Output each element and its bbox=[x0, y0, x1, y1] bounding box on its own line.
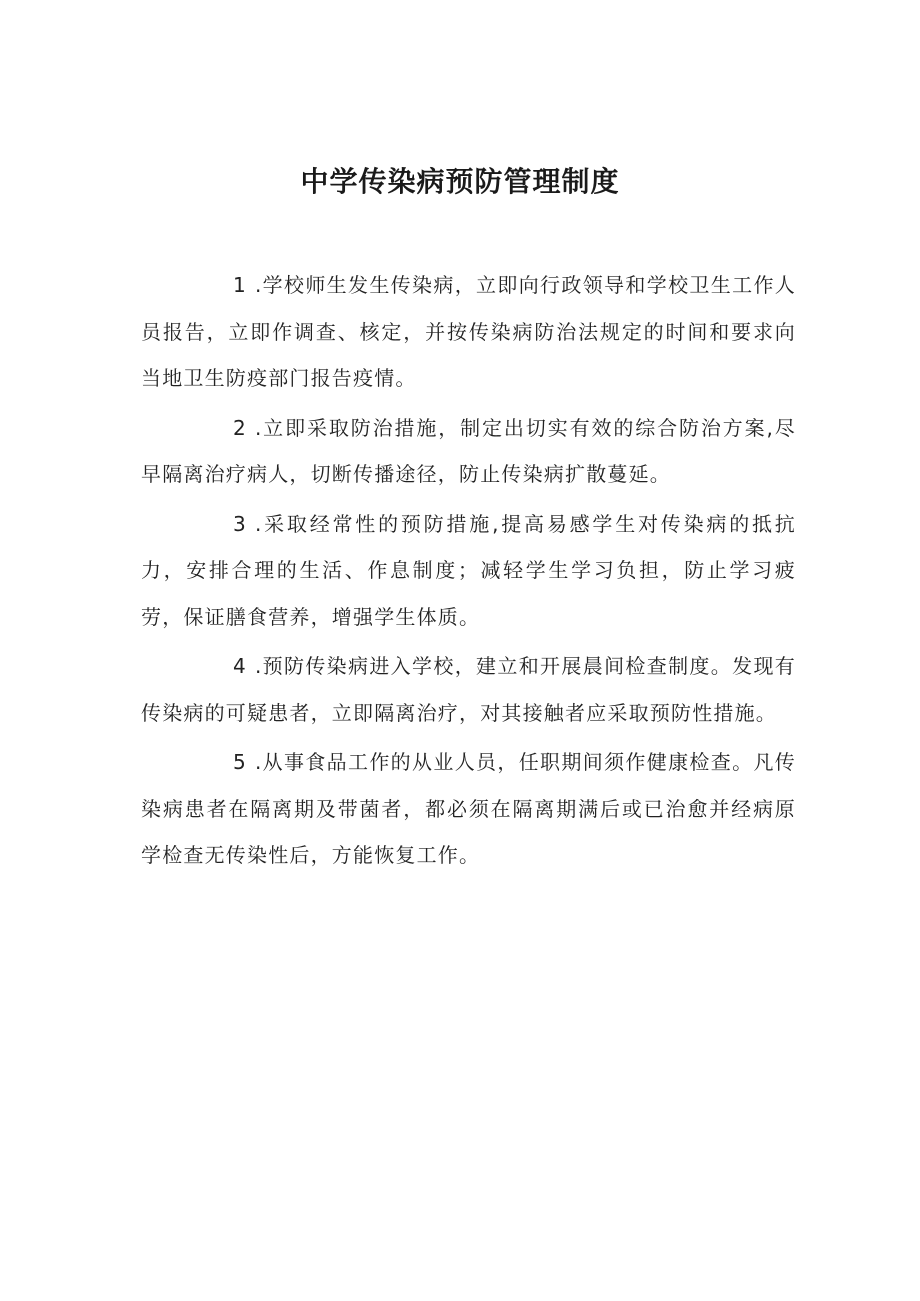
paragraph-text: .从事食品工作的从业人员，任职期间须作健康检查。凡传染病患者在隔离期及带菌者，都必须在隔离期满后或已治愈并经病原学检查无传染性后，方能恢复工作。 bbox=[141, 750, 796, 867]
paragraph-number: 2 bbox=[233, 415, 247, 440]
paragraph-number: 3 bbox=[233, 511, 247, 536]
paragraph-number: 5 bbox=[233, 750, 247, 774]
paragraph-number: 4 bbox=[233, 654, 247, 678]
paragraph-2 bbox=[141, 405, 796, 498]
paragraph-text: .学校师生发生传染病，立即向行政领导和学校卫生工作人员报告，立即作调查、核定，并按传染病防治法规定的时间和要求向当地卫生防疫部门报告疫情。 bbox=[141, 273, 796, 390]
document-body bbox=[141, 262, 796, 882]
paragraph-text: .预防传染病进入学校，建立和开展晨间检查制度。发现有传染病的可疑患者，立即隔离治疗，对其接触者应采取预防性措施。 bbox=[141, 654, 796, 725]
paragraph-3 bbox=[141, 501, 796, 641]
paragraph-number: 1 bbox=[233, 273, 247, 297]
paragraph-5 bbox=[141, 739, 796, 879]
paragraph-4 bbox=[141, 643, 796, 736]
paragraph-1 bbox=[141, 262, 796, 402]
document-title: 中学传染病预防管理制度 bbox=[300, 165, 620, 198]
paragraph-text: .采取经常性的预防措施,提高易感学生对传染病的抵抗力，安排合理的生活、作息制度；减轻学生学习负担，防止学习疲劳，保证膳食营养，增强学生体质。 bbox=[141, 511, 796, 629]
paragraph-text: .立即采取防治措施，制定出切实有效的综合防治方案,尽早隔离治疗病人，切断传播途径，防止传染病扩散蔓延。 bbox=[141, 415, 796, 486]
